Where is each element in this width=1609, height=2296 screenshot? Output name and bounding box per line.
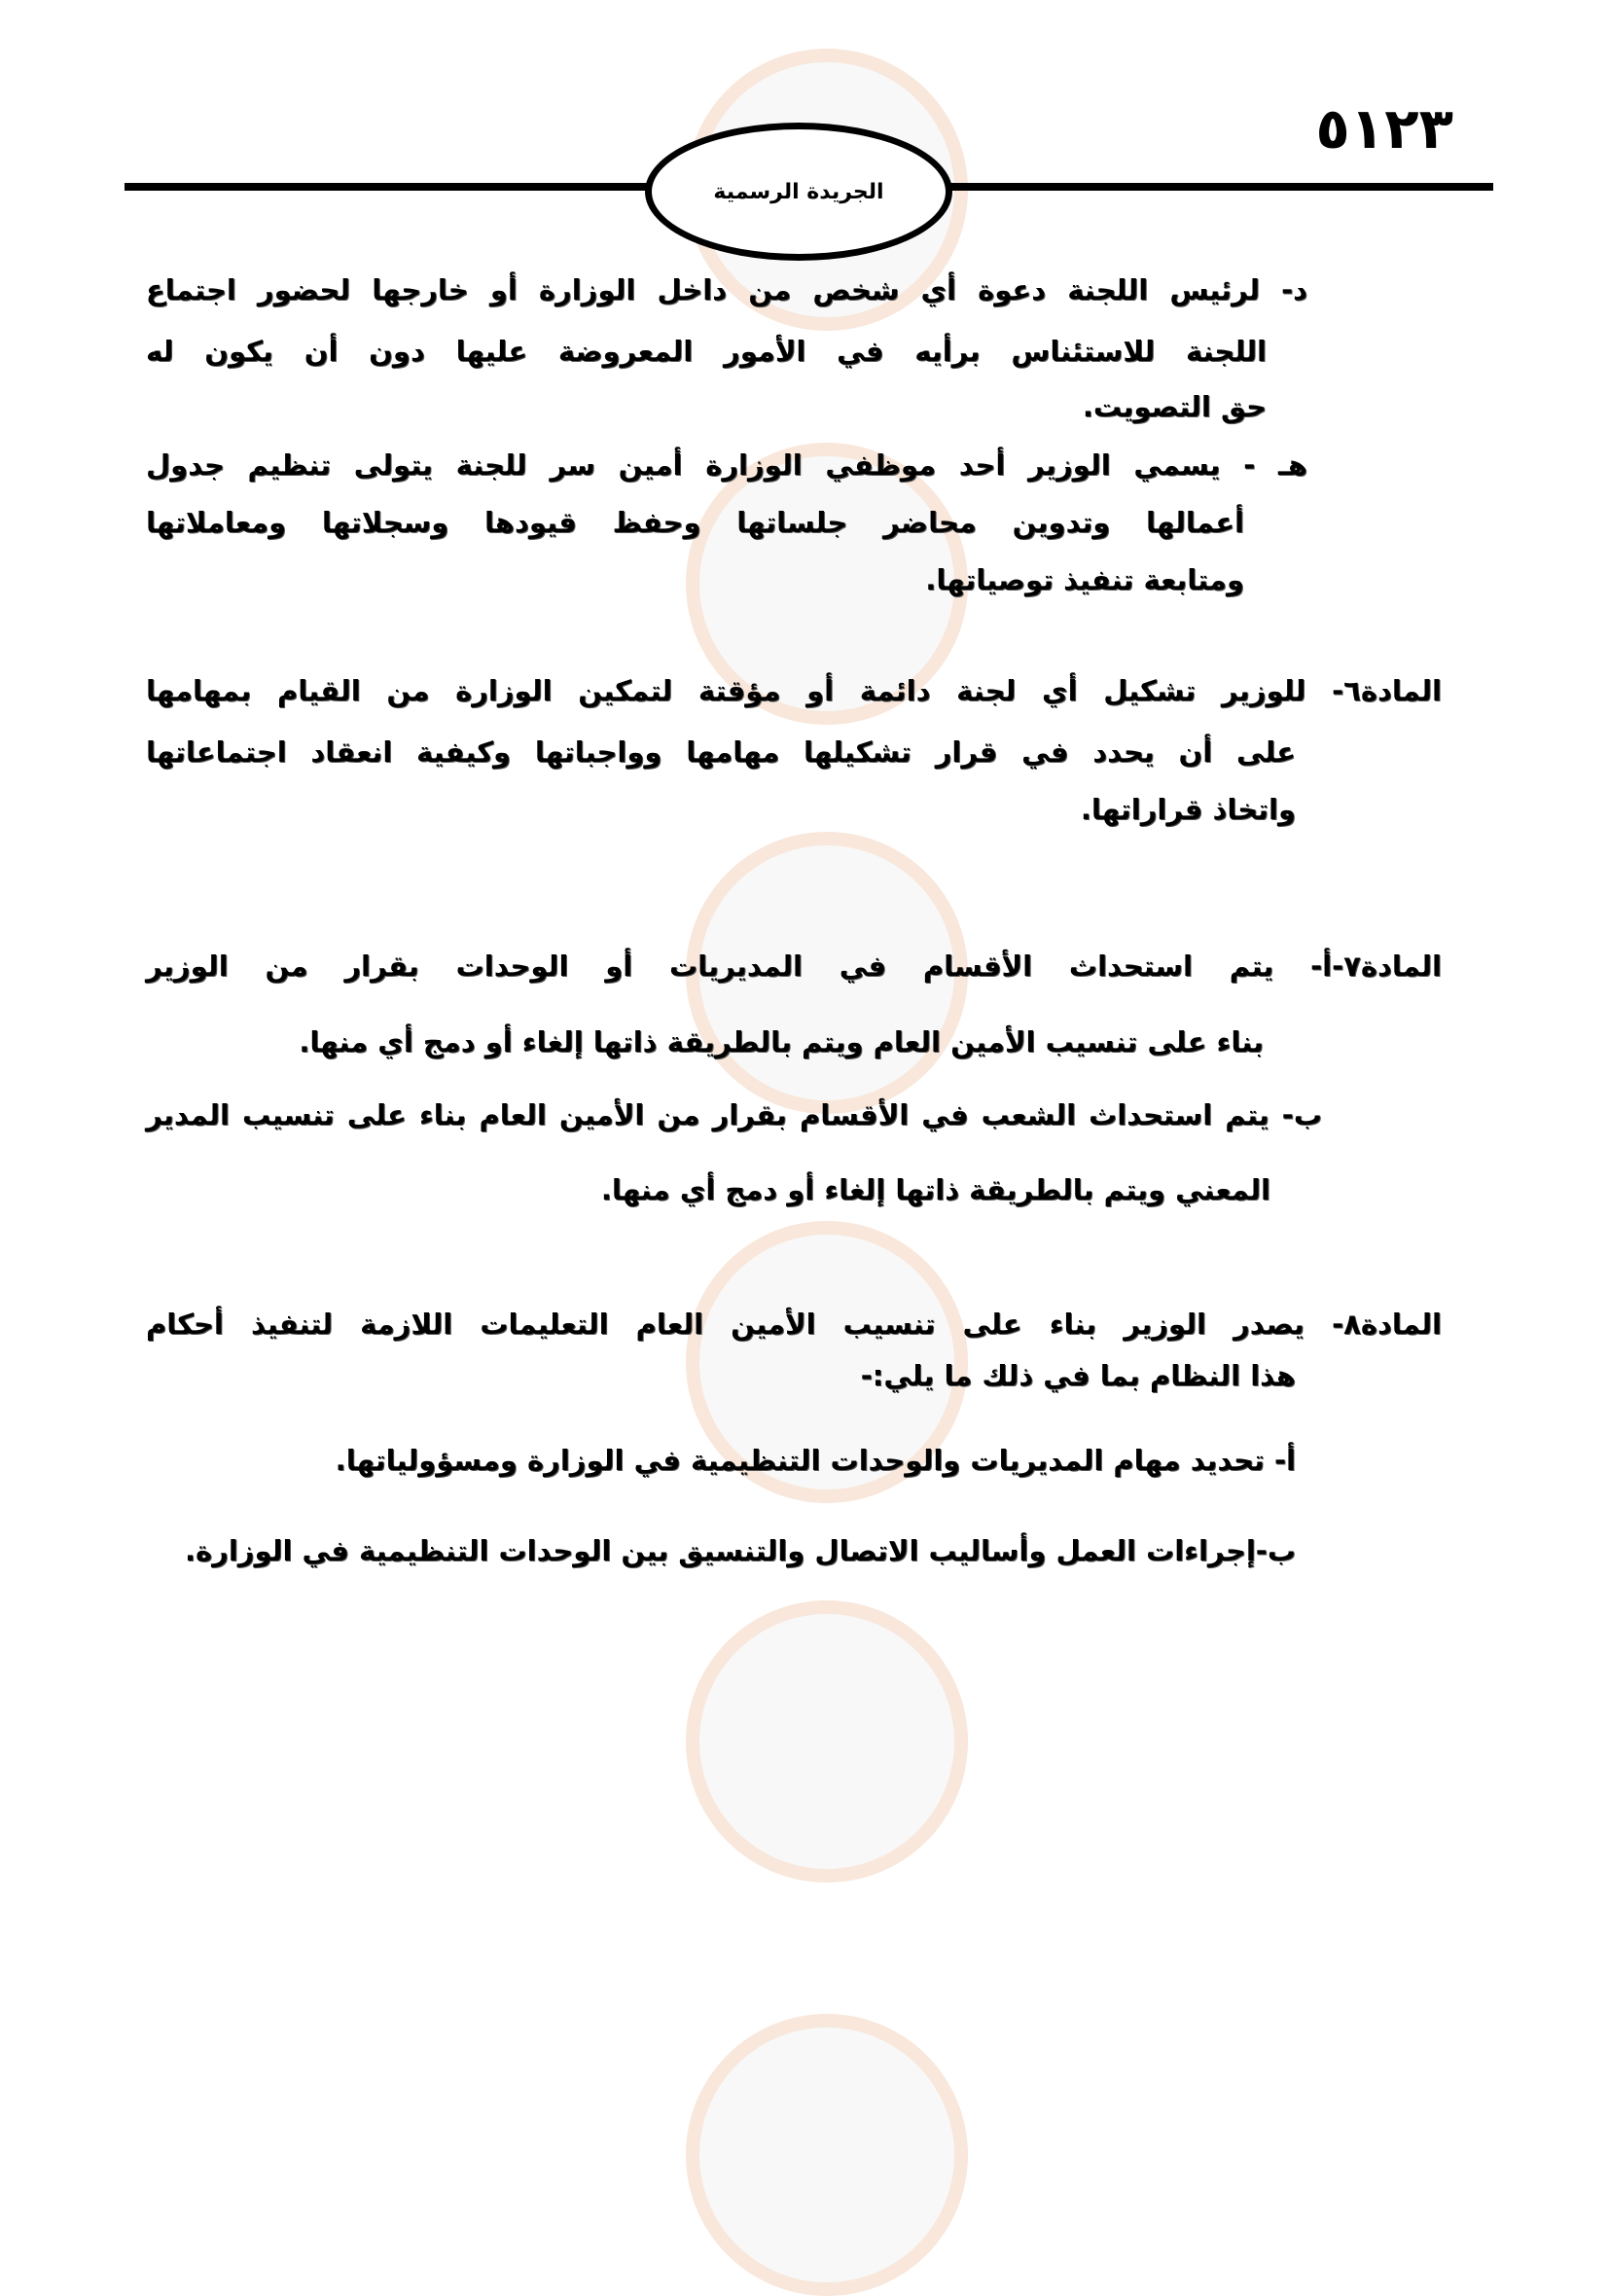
text-line: أ- تحديد مهام المديريات والوحدات التنظيمية في الوزارة ومسؤولياتها. [335,1444,1296,1477]
page-number: ٥١٢٣ [1315,95,1453,161]
text-line: ب-إجراءات العمل وأساليب الاتصال والتنسيق بين الوحدات التنظيمية في الوزارة. [184,1534,1296,1567]
text-line: ب- يتم استحداث الشعب في الأقسام بقرار من الأمين العام بناء على تنسيب المدير [146,1098,1322,1131]
text-line: هـ - يسمي الوزير أحد موظفي الوزارة أمين سر للجنة يتولى تنظيم جدول [146,448,1307,482]
text-line: أعمالها وتدوين محاضر جلساتها وحفظ قيودها وسجلاتها ومعاملاتها [146,506,1244,539]
watermark-clock [686,1600,968,1883]
text-line: واتخاذ قراراتها. [1080,793,1296,826]
text-line: بناء على تنسيب الأمين العام ويتم بالطريقة ذاتها إلغاء أو دمج أي منها. [299,1025,1264,1058]
text-line: ومتابعة تنفيذ توصياتها. [925,563,1244,596]
text-line: المادة٦- للوزير تشكيل أي لجنة دائمة أو مؤقتة لتمكين الوزارة من القيام بمهامها [146,674,1442,707]
text-line: المادة٨- يصدر الوزير بناء على تنسيب الأمين العام التعليمات اللازمة لتنفيذ أحكام [146,1308,1442,1341]
text-line: اللجنة للاستئناس برأيه في الأمور المعروضة عليها دون أن يكون له [146,335,1267,368]
text-line: المادة٧-أ- يتم استحداث الأقسام في المديريات أو الوحدات بقرار من الوزير [146,950,1442,983]
text-line: المعني ويتم بالطريقة ذاتها إلغاء أو دمج أي منها. [600,1173,1270,1206]
text-line: حق التصويت. [1082,390,1267,423]
text-line: على أن يحدد في قرار تشكيلها مهامها وواجباتها وكيفية انعقاد اجتماعاتها [146,735,1296,769]
text-line: د- لرئيس اللجنة دعوة أي شخص من داخل الوزارة أو خارجها لحضور اجتماع [146,273,1307,306]
journal-title: الجريدة الرسمية [713,179,884,204]
journal-title-oval [645,123,952,261]
watermark-clock [686,2014,968,2296]
text-line: هذا النظام بما في ذلك ما يلي:- [860,1359,1296,1392]
